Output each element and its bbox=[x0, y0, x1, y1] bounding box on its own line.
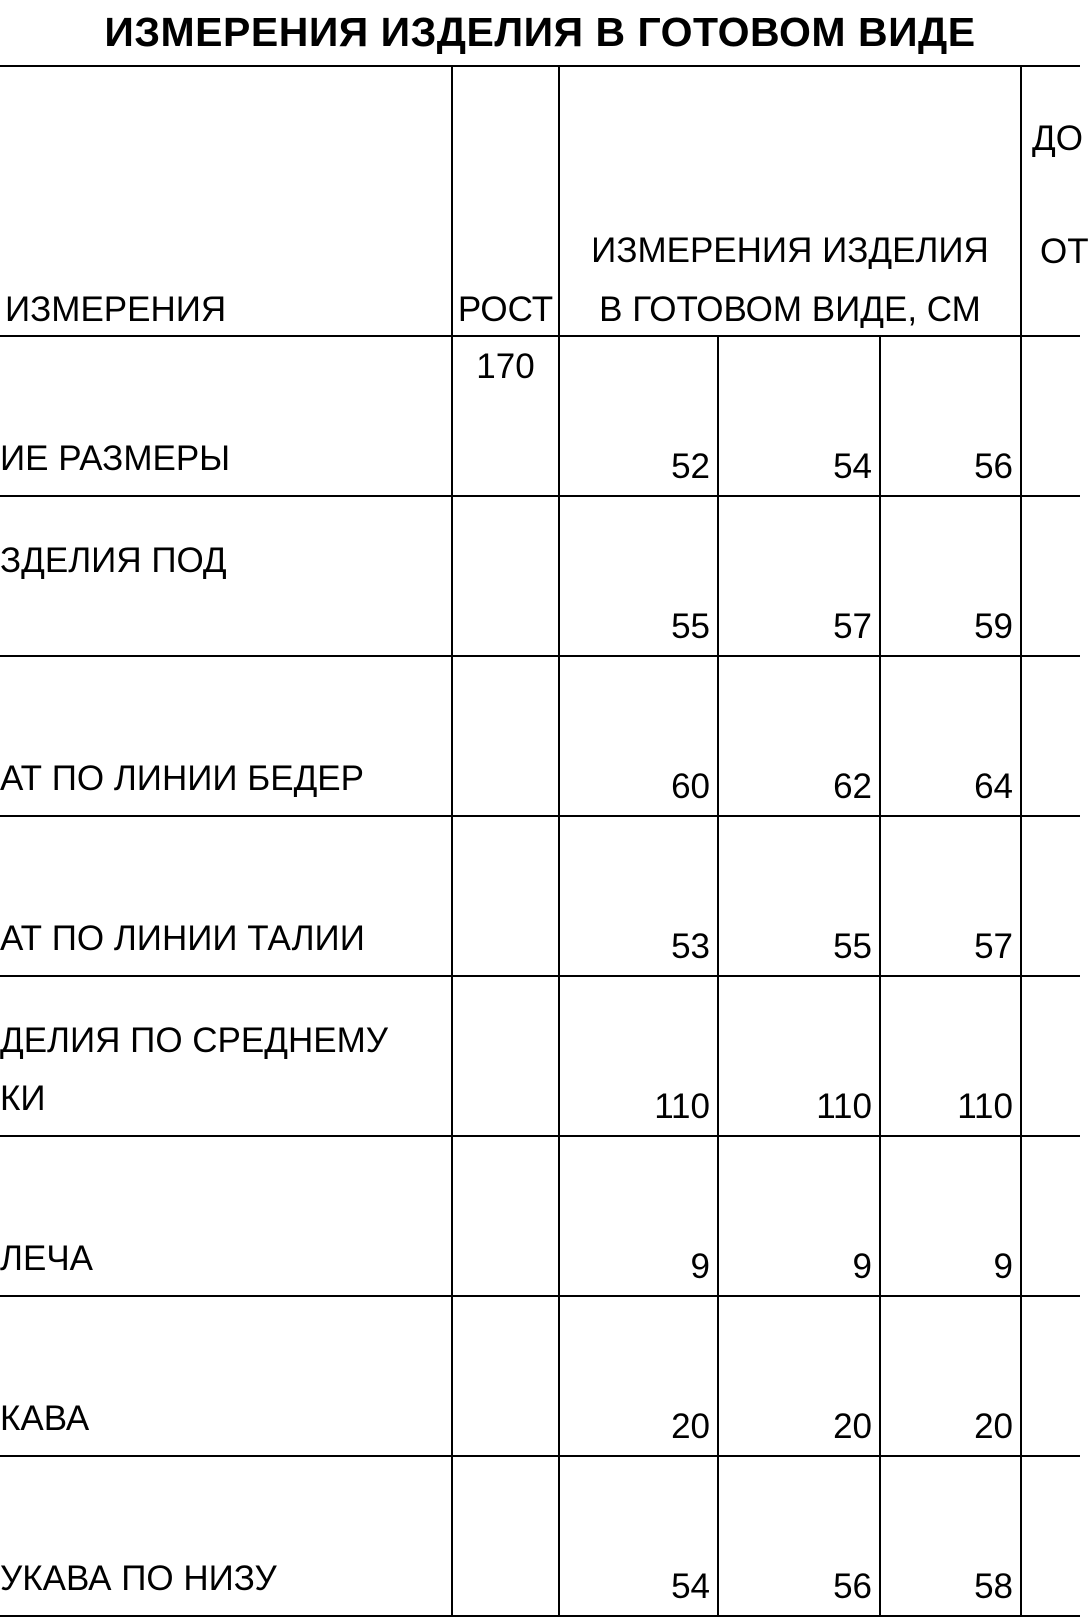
row-value: 20 bbox=[833, 1407, 872, 1446]
row-divider bbox=[0, 495, 1080, 497]
row-label: АТ ПО ЛИНИИ БЕДЕР bbox=[0, 759, 364, 798]
header-measurement-label: ИЗМЕРЕНИЯ bbox=[5, 290, 227, 329]
row-label: КАВА bbox=[0, 1399, 90, 1438]
height-value: 170 bbox=[476, 347, 535, 386]
page-title: ИЗМЕРЕНИЯ ИЗДЕЛИЯ В ГОТОВОМ ВИДЕ bbox=[104, 9, 976, 55]
row-divider bbox=[0, 1615, 1080, 1617]
row-value: 55 bbox=[833, 927, 872, 966]
row-value: 62 bbox=[833, 767, 872, 806]
row-value: 56 bbox=[833, 1567, 872, 1606]
row-value: 9 bbox=[993, 1247, 1013, 1286]
table-top-border bbox=[0, 65, 1080, 67]
row-value: 55 bbox=[671, 607, 710, 646]
row-value: 110 bbox=[654, 1087, 710, 1126]
row-divider bbox=[0, 655, 1080, 657]
divider-values-right bbox=[1020, 65, 1022, 1615]
row-divider bbox=[0, 1455, 1080, 1457]
row-divider bbox=[0, 975, 1080, 977]
row-label: ДЕЛИЯ ПО СРЕДНЕМУ bbox=[0, 1021, 388, 1060]
row-label: ИЕ РАЗМЕРЫ bbox=[0, 439, 231, 478]
row-value: 110 bbox=[816, 1087, 872, 1126]
row-value: 60 bbox=[671, 767, 710, 806]
header-finished-line1: ИЗМЕРЕНИЯ ИЗДЕЛИЯ bbox=[591, 231, 989, 270]
row-value: 64 bbox=[974, 767, 1013, 806]
row-value: 9 bbox=[690, 1247, 710, 1286]
row-label: ЛЕЧА bbox=[0, 1239, 93, 1278]
row-value: 54 bbox=[833, 447, 872, 486]
row-value: 57 bbox=[974, 927, 1013, 966]
row-divider bbox=[0, 1135, 1080, 1137]
row-value: 57 bbox=[833, 607, 872, 646]
row-divider bbox=[0, 1295, 1080, 1297]
row-value: 59 bbox=[974, 607, 1013, 646]
header-height-label: РОСТ bbox=[457, 290, 554, 329]
header-right-partial-1: ДО bbox=[1032, 119, 1083, 158]
row-label: КИ bbox=[0, 1079, 46, 1118]
row-value: 58 bbox=[974, 1567, 1013, 1606]
row-value: 52 bbox=[671, 447, 710, 486]
row-value: 20 bbox=[974, 1407, 1013, 1446]
row-value: 20 bbox=[671, 1407, 710, 1446]
row-value: 54 bbox=[671, 1567, 710, 1606]
header-bottom-border bbox=[0, 335, 1080, 337]
row-label: УКАВА ПО НИЗУ bbox=[0, 1559, 277, 1598]
header-finished-line2: В ГОТОВОМ ВИДЕ, СМ bbox=[599, 290, 981, 329]
row-value: 110 bbox=[957, 1087, 1013, 1126]
row-value: 56 bbox=[974, 447, 1013, 486]
row-label: АТ ПО ЛИНИИ ТАЛИИ bbox=[0, 919, 365, 958]
header-right-partial-2: ОТ bbox=[1040, 232, 1089, 271]
row-value: 53 bbox=[671, 927, 710, 966]
row-label: ЗДЕЛИЯ ПОД bbox=[0, 541, 227, 580]
row-value: 9 bbox=[852, 1247, 872, 1286]
row-divider bbox=[0, 815, 1080, 817]
